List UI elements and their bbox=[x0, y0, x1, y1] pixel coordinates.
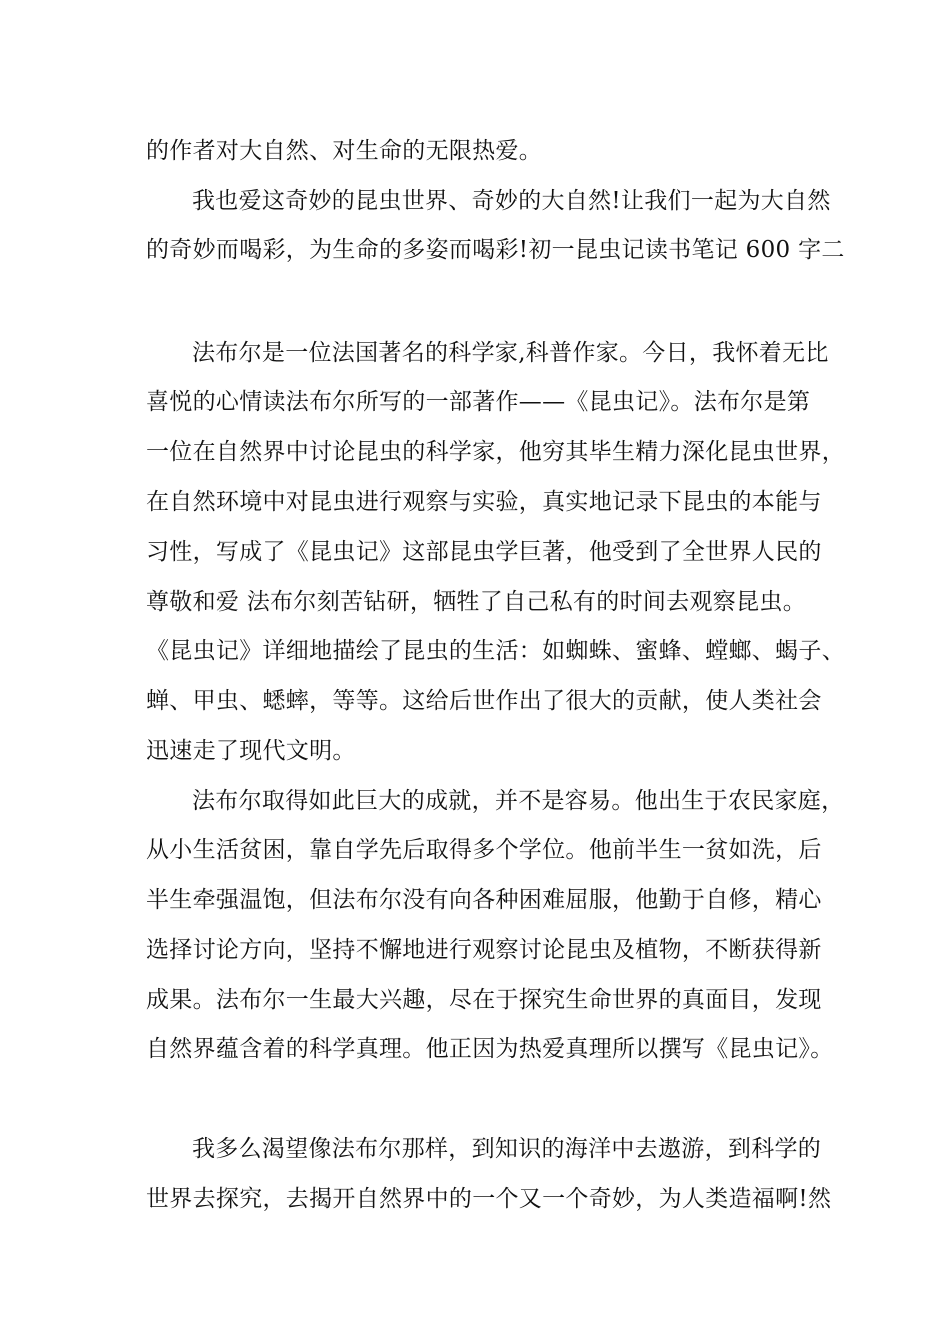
text-line: 迅速走了现代文明。 bbox=[146, 738, 356, 764]
text-line: 半生牵强温饱，但法布尔没有向各种困难屈服，他勤于自修，精心 bbox=[146, 887, 822, 913]
text-line: 自然界蕴含着的科学真理。他正因为热爱真理所以撰写《昆虫记》。 bbox=[146, 1036, 834, 1062]
text-line: 从小生活贫困，靠自学先后取得多个学位。他前半生一贫如洗，后 bbox=[146, 837, 822, 863]
text-line: 成果。法布尔一生最大兴趣，尽在于探究生命世界的真面目，发现 bbox=[146, 987, 822, 1013]
text-line: 法布尔是一位法国著名的科学家,科普作家。今日，我怀着无比 bbox=[192, 340, 829, 366]
text-line: 我也爱这奇妙的昆虫世界、奇妙的大自然!让我们一起为大自然 bbox=[192, 188, 831, 214]
text-line: 尊敬和爱 法布尔刻苦钻研，牺牲了自己私有的时间去观察昆虫。 bbox=[146, 589, 807, 615]
text-line: 选择讨论方向，坚持不懈地进行观察讨论昆虫及植物，不断获得新 bbox=[146, 937, 822, 963]
text-line: 的奇妙而喝彩，为生命的多姿而喝彩!初一昆虫记读书笔记 600 字二 bbox=[146, 237, 845, 263]
text-line: 蝉、甲虫、蟋蟀，等等。这给后世作出了很大的贡献，使人类社会 bbox=[146, 688, 822, 714]
text-line: 《昆虫记》详细地描绘了昆虫的生活：如蜘蛛、蜜蜂、螳螂、蝎子、 bbox=[146, 638, 845, 664]
text-line: 法布尔取得如此巨大的成就，并不是容易。他出生于农民家庭， bbox=[192, 788, 845, 814]
text-line: 一位在自然界中讨论昆虫的科学家，他穷其毕生精力深化昆虫世界， bbox=[146, 439, 845, 465]
text-line: 我多么渴望像法布尔那样，到知识的海洋中去遨游，到科学的 bbox=[192, 1136, 822, 1162]
text-line: 在自然环境中对昆虫进行观察与实验，真实地记录下昆虫的本能与 bbox=[146, 489, 822, 515]
text-line: 的作者对大自然、对生命的无限热爱。 bbox=[146, 138, 543, 164]
text-line: 世界去探究，去揭开自然界中的一个又一个奇妙，为人类造福啊!然 bbox=[146, 1186, 832, 1212]
text-line: 喜悦的心情读法布尔所写的一部著作——《昆虫记》。法布尔是第 bbox=[146, 389, 811, 415]
text-line: 习性，写成了《昆虫记》这部昆虫学巨著，他受到了全世界人民的 bbox=[146, 539, 822, 565]
